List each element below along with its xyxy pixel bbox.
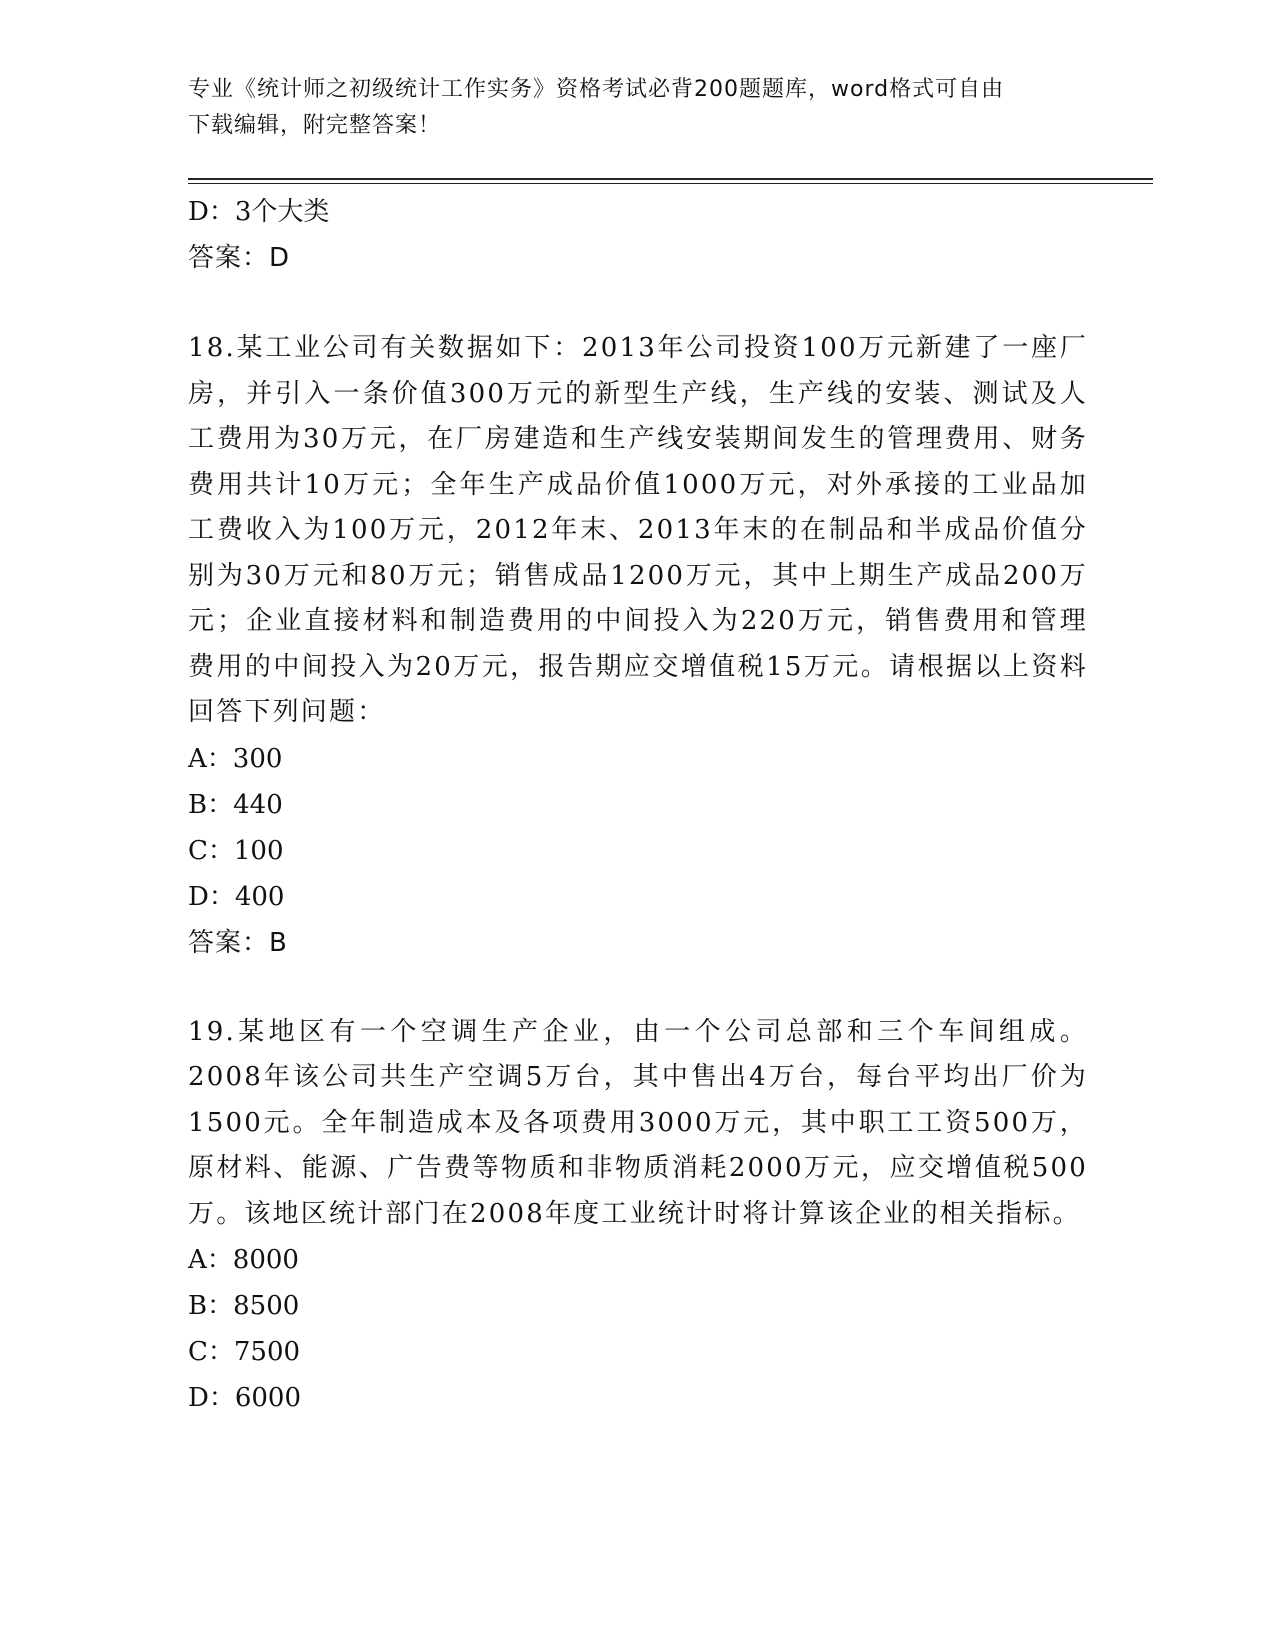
question-19-option-b: B：8500 bbox=[188, 1291, 300, 1321]
header-line-1: 专业《统计师之初级统计工作实务》资格考试必背200题题库，word格式可自由 bbox=[188, 77, 1005, 102]
spacer bbox=[188, 966, 1088, 1010]
prev-answer: 答案：D bbox=[188, 243, 291, 273]
question-18-option-a: A：300 bbox=[188, 743, 283, 774]
document-header bbox=[188, 72, 1088, 144]
question-18-option-d: D：400 bbox=[188, 881, 285, 912]
question-18-answer: 答案：B bbox=[188, 927, 288, 958]
question-19-option-c: C：7500 bbox=[188, 1337, 301, 1367]
question-18-option-b: B：440 bbox=[188, 789, 283, 820]
question-18-option-c: C：100 bbox=[188, 835, 284, 866]
header-rule-top bbox=[188, 178, 1153, 180]
header-line-2: 下载编辑，附完整答案！ bbox=[188, 113, 442, 138]
spacer bbox=[188, 281, 1088, 326]
prev-option-d: D：3个大类 bbox=[188, 197, 330, 227]
question-19-text: 19.某地区有一个空调生产企业，由一个公司总部和三个车间组成。2008年该公司共生产空调5万台，其中售出4万台，每台平均出厂价为1500元。全年制造成本及各项费用3000万元，其中职工工资500万，原材料、能源、广告费等物质和非物质消耗2000万元，应交增值税500万。该地区统计部门在2008年度工业统计时将计算该企业的相关指标。 bbox=[188, 1016, 1088, 1229]
question-19-option-d: D：6000 bbox=[188, 1383, 302, 1413]
question-18-text: 18.某工业公司有关数据如下：2013年公司投资100万元新建了一座厂房，并引入一条价值300万元的新型生产线，生产线的安装、测试及人工费用为30万元，在厂房建造和生产线安装期间发生的管理费用、财务费用共计10万元；全年生产成品价值1000万元，对外承接的工业品加工费收入为100万元，2012年末、2013年末的在制品和半成品价值分别为30万元和80万元；销售成品1200万元，其中上期生产成品200万元；企业直接材料和制造费用的中间投入为220万元，销售费用和管理费用的中间投入为20万元，报告期应交增值税15万元。请根据以上资料回答下列问题： bbox=[188, 333, 1088, 727]
header-rule-bottom bbox=[188, 183, 1153, 184]
question-19-option-a: A：8000 bbox=[188, 1245, 299, 1275]
document-body bbox=[188, 189, 1088, 1421]
